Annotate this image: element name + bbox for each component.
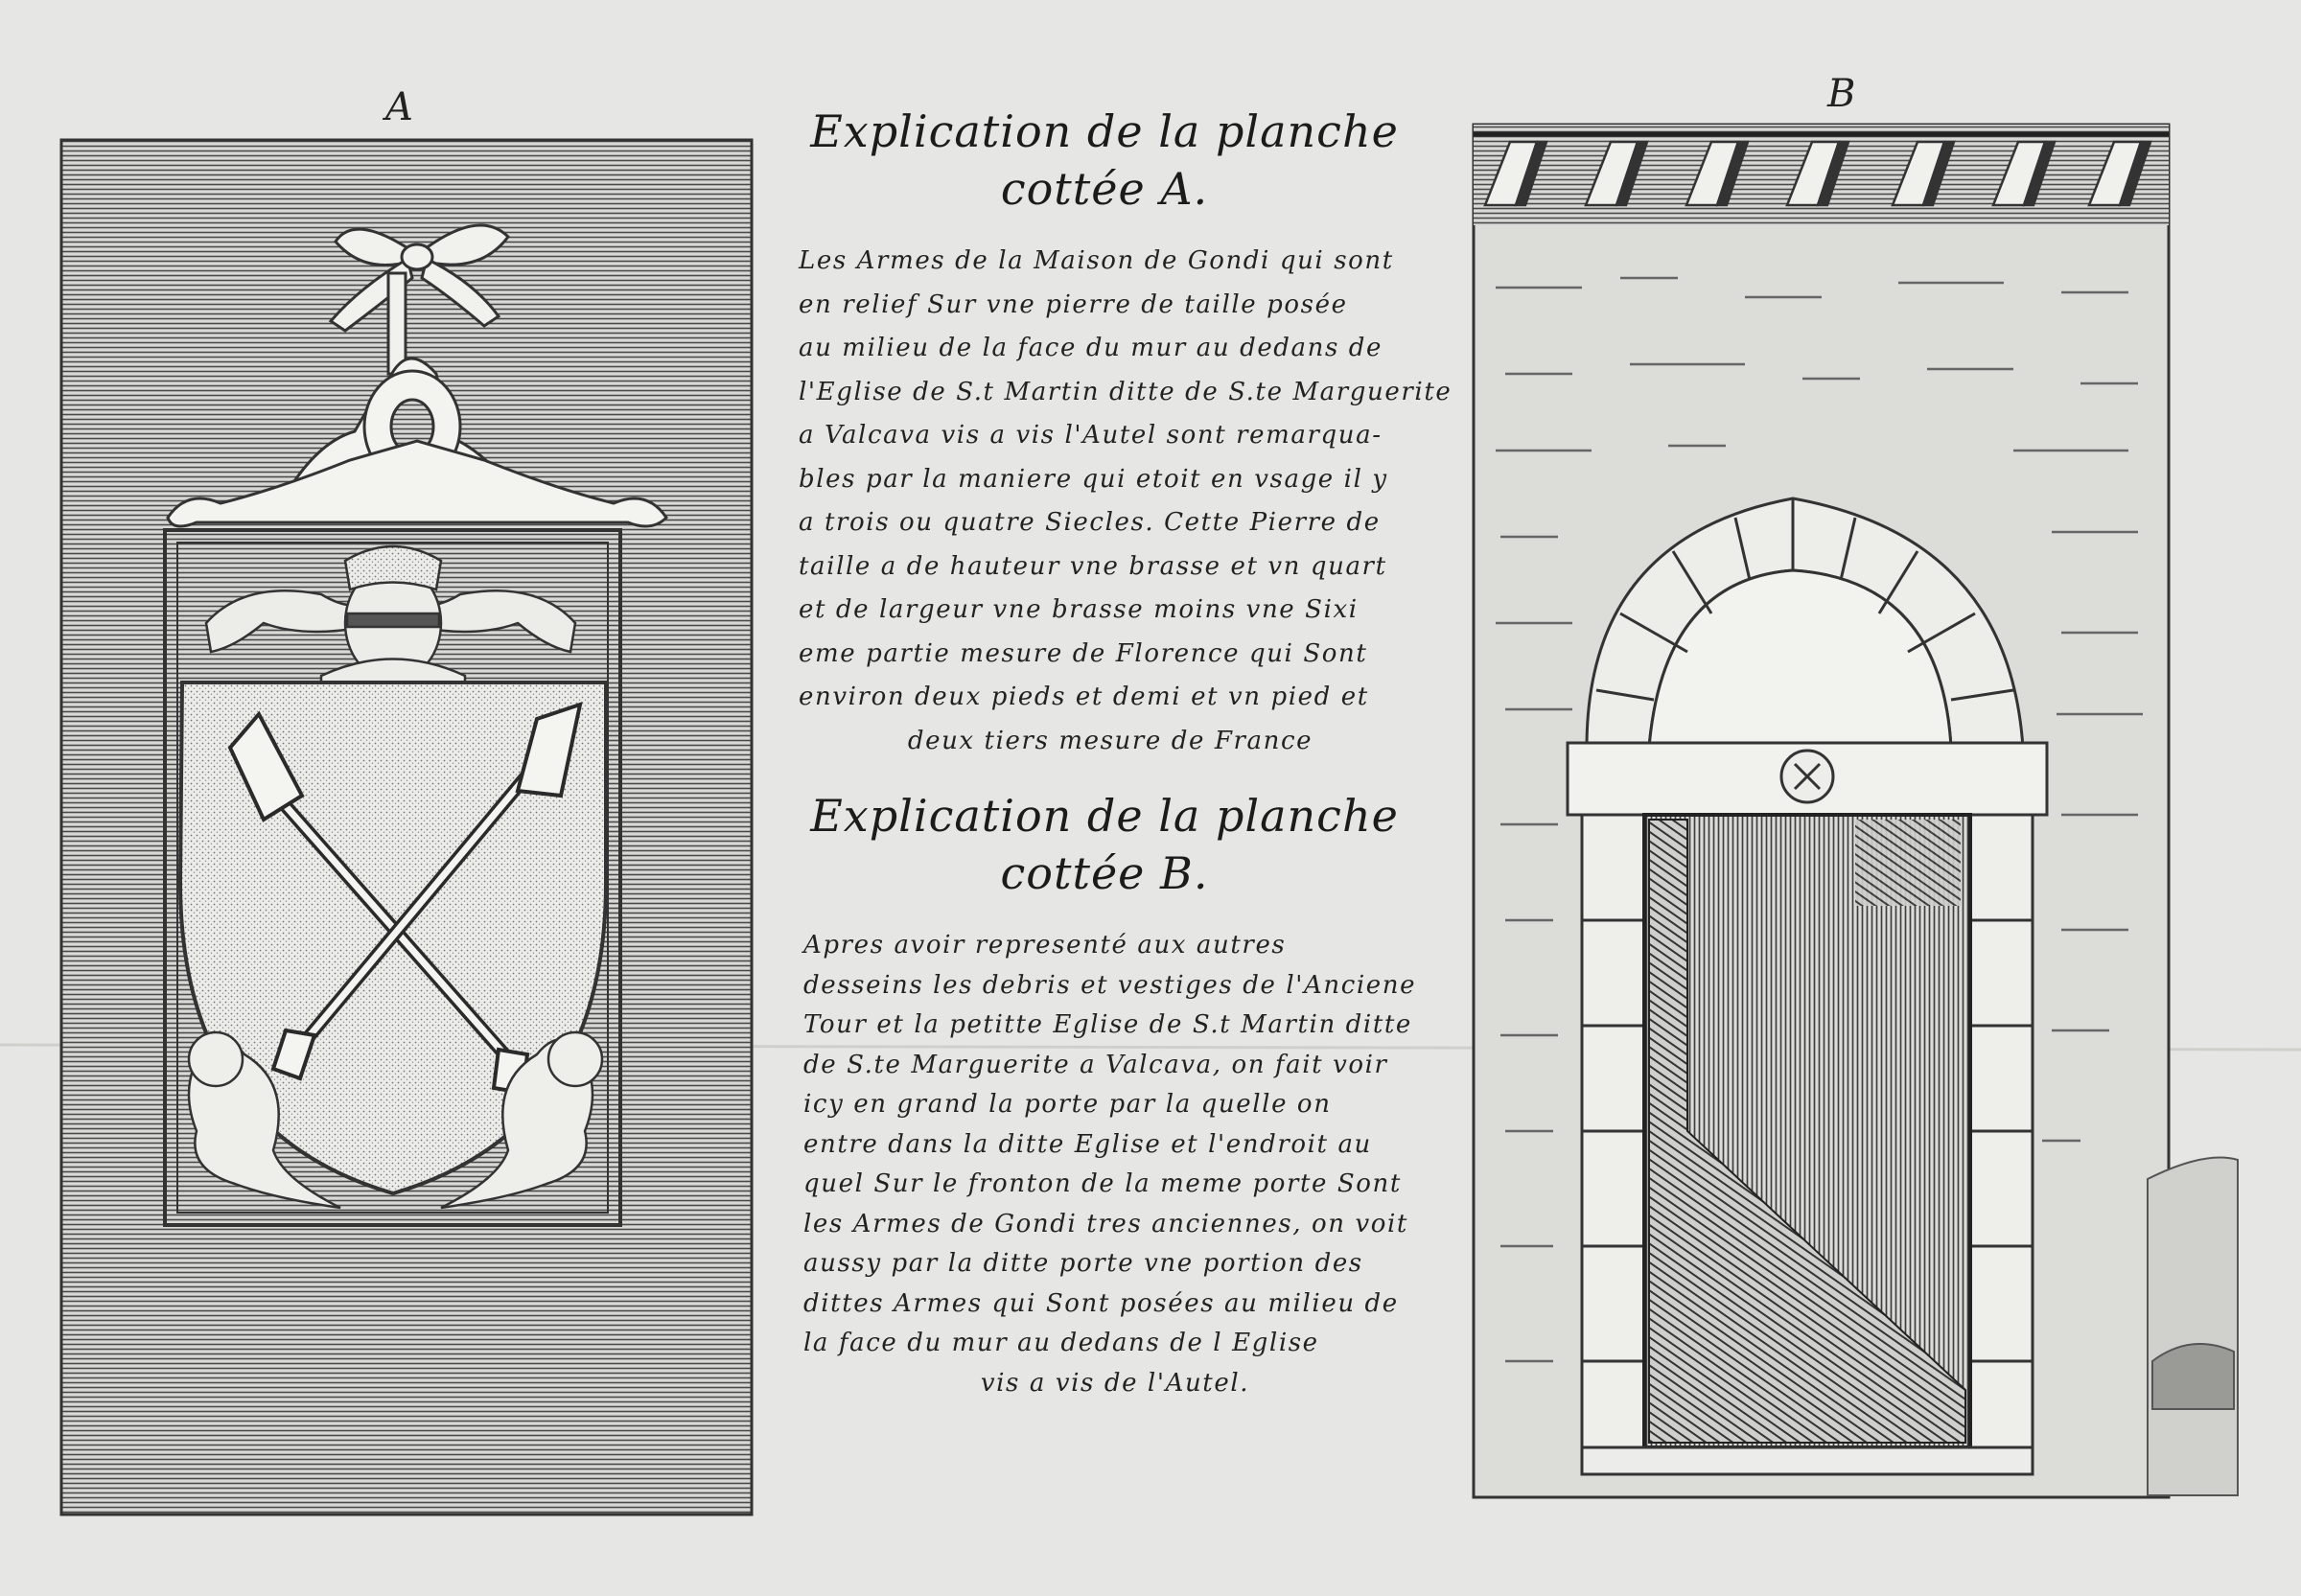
section-a-line: environ deux pieds et demi et vn pied et [799, 682, 1369, 711]
section-b-line: Tour et la petitte Eglise de S.t Martin ditte [803, 1010, 1412, 1039]
landscape-hill [2148, 1158, 2238, 1496]
section-b-line: la face du mur au dedans de l Eglise [803, 1329, 1319, 1357]
section-a-line: a Valcava vis a vis l'Autel sont remarqua- [799, 421, 1383, 450]
section-a-text [799, 240, 1453, 763]
section-b-line: quel Sur le fronton de la meme porte Sont [803, 1169, 1402, 1198]
section-b-line: aussy par la ditte porte vne portion des [803, 1249, 1363, 1278]
roundel-arms [1781, 751, 1833, 802]
section-b-title [759, 788, 1450, 903]
section-a-line: bles par la maniere qui etoit en vsage il y [799, 464, 1388, 494]
section-a-line: au milieu de la face du mur au dedans de [799, 334, 1383, 362]
section-a-line: a trois ou quatre Siecles. Cette Pierre de [799, 508, 1381, 537]
section-b-text [803, 926, 1427, 1403]
section-b-line: icy en grand la porte par la quelle on [803, 1090, 1332, 1119]
section-b-line: entre dans la ditte Eglise et l'endroit au [803, 1129, 1372, 1159]
section-b-line: desseins les debris et vestiges de l'Anciene [803, 970, 1417, 1000]
section-b-title-line1: Explication de la planche [810, 790, 1399, 842]
panel-b-letter: B [1827, 72, 1856, 116]
section-a-line: en relief Sur vne pierre de taille posée [799, 289, 1348, 319]
section-b-line: dittes Armes qui Sont posées au milieu de [803, 1288, 1399, 1318]
section-a-line: eme partie mesure de Florence qui Sont [799, 638, 1368, 668]
panel-a-coat-of-arms [61, 140, 752, 1515]
panel-b-church-door [1474, 125, 2238, 1497]
section-a-title-line1: Explication de la planche [810, 105, 1399, 157]
section-a-line: et de largeur vne brasse moins vne Sixi [799, 595, 1359, 624]
section-a-line: taille a de hauteur vne brasse et vn quart [799, 551, 1387, 581]
section-a-title-line2: cottée A. [1000, 162, 1209, 215]
section-b-line: de S.te Marguerite a Valcava, on fait voir [803, 1050, 1388, 1079]
section-a-line: l'Eglise de S.t Martin ditte de S.te Marguerite [799, 377, 1453, 406]
section-b-line: vis a vis de l'Autel. [980, 1368, 1250, 1398]
panel-a-letter: A [385, 85, 413, 129]
section-a-title [759, 104, 1450, 219]
section-b-line: Apres avoir representé aux autres [803, 931, 1287, 960]
section-a-line: deux tiers mesure de France [907, 726, 1313, 755]
section-b-line: les Armes de Gondi tres anciennes, on voit [803, 1209, 1408, 1238]
section-b-title-line2: cottée B. [1000, 846, 1209, 899]
section-a-line: Les Armes de la Maison de Gondi qui sont [799, 246, 1394, 275]
